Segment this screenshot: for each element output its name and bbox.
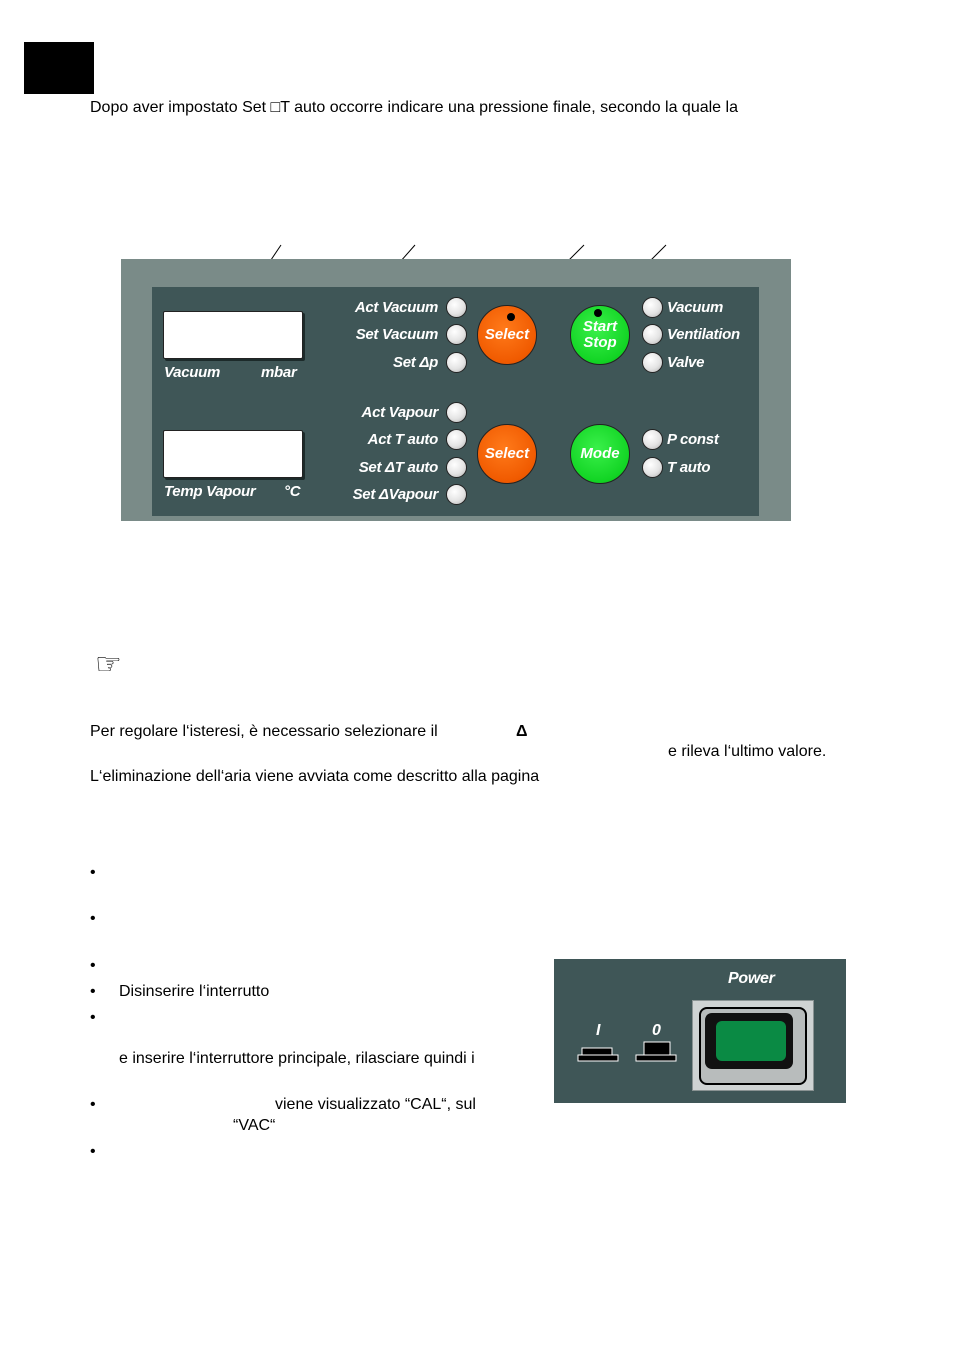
bullet-1: • [90,864,96,881]
vacuum-label: Vacuum [164,364,220,381]
led-vacuum [642,297,663,318]
led-ventilation [642,324,663,345]
led-label-vacuum: Vacuum [667,299,723,316]
led-set-delta-t-auto [446,457,467,478]
delta-symbol: Δ [516,723,528,740]
eliminazione-text: L‘eliminazione dell‘aria viene avviata come descritto alla pagina [90,768,540,785]
power-on-label: I [596,1022,601,1039]
led-label-act-vacuum: Act Vacuum [354,299,438,316]
power-title: Power [728,970,775,987]
mode-button[interactable] [570,424,630,484]
intro-text: Dopo aver impostato Set □T auto occorre indicare una pressione finale, secondo la quale la [90,99,738,116]
led-label-act-vapour: Act Vapour [361,404,438,421]
led-label-ventilation: Ventilation [667,326,740,343]
led-valve [642,352,663,373]
led-label-set-vacuum: Set Vacuum [355,326,438,343]
bullet-7: • [90,1143,96,1160]
start-label: Start [582,318,618,335]
led-label-p-const: P const [667,431,719,448]
power-off-label: 0 [652,1022,661,1039]
led-label-valve: Valve [667,354,705,371]
bullet-2: • [90,910,96,927]
bullet-4: • [90,983,96,1000]
bullet-6: • [90,1096,96,1113]
vacuum-display [163,311,303,359]
switch-position-icons [576,1038,680,1066]
led-act-vapour [446,402,467,423]
temp-unit: °C [284,483,301,500]
led-act-t-auto [446,429,467,450]
callout-pin-select [507,313,515,321]
led-set-delta-p [446,352,467,373]
led-label-set-delta-p: Set Δp [393,354,438,371]
select-button-label: Select [484,445,530,462]
bullet-5: • [90,1009,96,1026]
callout-pin-start [594,309,602,317]
inserire-text: e inserire l‘interruttore principale, rilasciare quindi i [119,1050,475,1067]
led-label-t-auto: T auto [667,459,711,476]
led-act-vacuum [446,297,467,318]
select-button-vapour[interactable] [477,424,537,484]
isteresi-text: Per regolare l‘isteresi, è necessario selezionare il [90,723,438,740]
power-switch-indicator [716,1021,786,1061]
vacuum-unit: mbar [261,364,297,381]
led-label-set-delta-vapour: Set ΔVapour [352,486,438,503]
led-p-const [642,429,663,450]
select-button-label: Select [484,326,530,343]
bullet-3: • [90,957,96,974]
temp-display [163,430,303,478]
temp-label: Temp Vapour [164,483,256,500]
vac-text: “VAC“ [233,1117,276,1134]
led-label-act-t-auto: Act T auto [367,431,438,448]
pointing-hand-icon: ☞ [95,648,122,681]
isteresi-text-end: e rileva l‘ultimo valore. [668,743,827,760]
led-set-delta-vapour [446,484,467,505]
led-t-auto [642,457,663,478]
stop-label: Stop [583,334,617,351]
mode-label: Mode [580,445,620,462]
cal-text: viene visualizzato “CAL“, sul [275,1096,476,1113]
led-set-vacuum [446,324,467,345]
led-label-set-delta-t-auto: Set ΔT auto [358,459,438,476]
disinserire-text: Disinserire l‘interrutto [119,983,270,1000]
